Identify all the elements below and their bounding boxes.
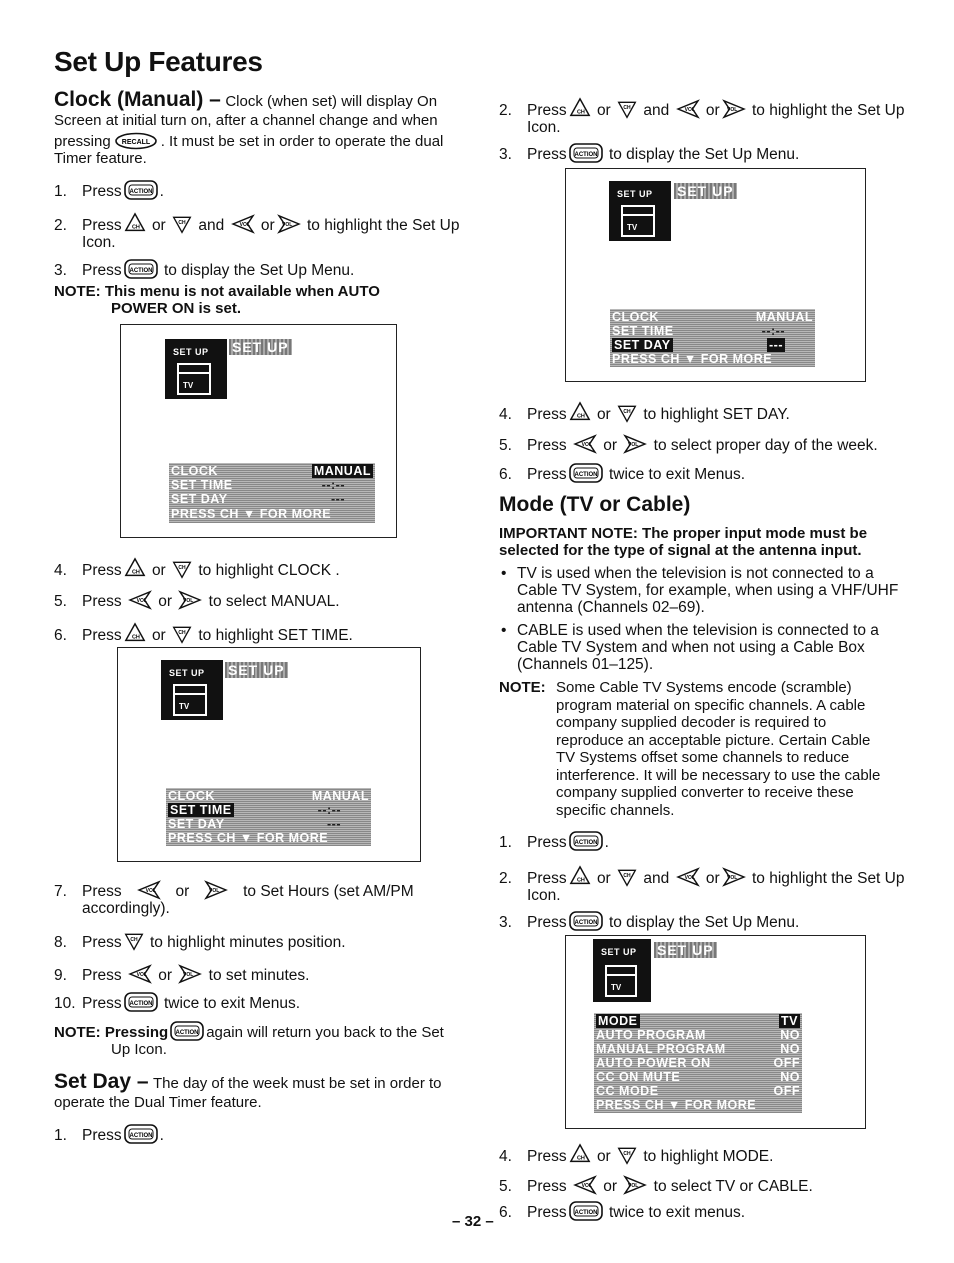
mode-step-5: 5. Press or to select TV or CABLE. (499, 1175, 813, 1195)
setup-icon-block: SET UP TV (593, 939, 651, 1002)
volume-left-icon (573, 1175, 597, 1195)
bullet-cable: • CABLE is used when the television is connected to a Cable TV System and when not using a Cable Box (Channels 01–125). (501, 622, 879, 673)
set-day-step-2: 2. Press or and or to highlight the Set Up Icon. (499, 97, 905, 136)
volume-right-icon (722, 99, 746, 119)
action-button-icon (124, 1124, 158, 1144)
setup-icon-block: SET UP TV (609, 181, 671, 241)
volume-right-icon (178, 590, 202, 610)
recall-button-icon (113, 132, 159, 150)
tv-screen-3 (565, 168, 866, 382)
mode-menu: MODE TV AUTO PROGRAM NO MANUAL PROGRAM NO AUTO POWER ON OFF CC ON MUTE NO CC MODE OFF PRESS CH ▼ FOR MORE (596, 1014, 800, 1112)
clock-section (54, 88, 464, 167)
channel-down-icon (617, 403, 637, 423)
volume-left-icon (128, 964, 152, 984)
clock-intro-3b: . It must be set in order to operate the dual (160, 133, 444, 150)
clock-menu: CLOCK MANUAL SET TIME --:-- SET DAY --- PRESS CH ▼ FOR MORE (168, 789, 369, 845)
action-button-icon (569, 831, 603, 851)
mode-step-3: 3. Press to display the Set Up Menu. (499, 911, 799, 931)
action-button-icon (124, 992, 158, 1012)
volume-left-icon (573, 434, 597, 454)
clock-intro-4: Timer feature. (54, 150, 147, 167)
channel-down-icon (124, 931, 144, 951)
note-auto-power: NOTE: This menu is not available when AUTO POWER ON is set. (54, 283, 380, 317)
setup-tag: SET UP (674, 183, 737, 199)
mode-step-4: 4. Press or to highlight MODE. (499, 1143, 773, 1165)
volume-left-icon (128, 590, 152, 610)
action-button-icon (569, 1201, 603, 1221)
bullet-tv: • TV is used when the television is not connected to a Cable TV System, for example, when using a VHF/UHF antenna (Channels 02–69). (501, 565, 899, 616)
channel-up-icon (569, 401, 591, 423)
tv-screen-4 (565, 935, 866, 1129)
channel-up-icon (124, 622, 146, 644)
setup-tag: SET UP (654, 942, 717, 958)
volume-right-icon (204, 880, 228, 900)
volume-left-icon (231, 214, 255, 234)
channel-down-icon (172, 624, 192, 644)
tv-screen-2 (117, 647, 421, 862)
volume-right-icon (178, 964, 202, 984)
mode-step-1: 1. Press . (499, 831, 609, 851)
clock-intro-3a: pressing (54, 133, 111, 150)
set-day-step-6: 6. Press twice to exit Menus. (499, 463, 745, 483)
cable-note: NOTE: Some Cable TV Systems encode (scramble) program material on specific channels. A cable company supplied decoder is required to reproduce an acceptable picture. Certain Cable TV Systems offset some channels to reduce interference. It will be necessary to use the cable company supplied converter to receive these specific channels. (499, 679, 881, 819)
clock-menu: CLOCK MANUAL SET TIME --:-- SET DAY --- PRESS CH ▼ FOR MORE (169, 463, 375, 523)
step-6: 6. Press or to highlight SET TIME. (54, 622, 353, 644)
volume-right-icon (277, 214, 301, 234)
volume-right-icon (623, 434, 647, 454)
clock-heading: Clock (Manual) – (54, 88, 221, 111)
step-4: 4. Press or to highlight CLOCK . (54, 557, 340, 579)
channel-up-icon (569, 97, 591, 119)
setup-icon-block: SET UP TV (161, 660, 223, 720)
set-day-section: Set Day – The day of the week must be set in order to operate the Dual Timer feature. (54, 1070, 442, 1111)
set-day-step-1: 1. Press . (54, 1124, 164, 1144)
channel-down-icon (617, 867, 637, 887)
step-1: 1. Press . (54, 180, 164, 200)
channel-down-icon (172, 559, 192, 579)
step-10: 10. Press twice to exit Menus. (54, 992, 300, 1012)
volume-left-icon (676, 867, 700, 887)
step-9: 9. Press or to set minutes. (54, 964, 309, 984)
important-note: IMPORTANT NOTE: The proper input mode must be selected for the type of signal at the antenna input. (499, 525, 868, 559)
tv-screen-1 (120, 324, 397, 538)
page-title: Set Up Features (54, 46, 263, 77)
channel-up-icon (124, 212, 146, 234)
channel-down-icon (617, 1145, 637, 1165)
step-5: 5. Press or to select MANUAL. (54, 590, 340, 610)
volume-right-icon (623, 1175, 647, 1195)
volume-left-icon (137, 880, 161, 900)
clock-intro-2: Screen at initial turn on, after a channel change and when (54, 112, 438, 129)
page-number: – 32 – (452, 1213, 494, 1230)
channel-up-icon (124, 557, 146, 579)
action-button-icon (569, 463, 603, 483)
step-2: 2. Press or and or to highlight the Set Up Icon. (54, 212, 460, 251)
action-button-icon (569, 911, 603, 931)
setup-tag: SET UP (229, 339, 292, 355)
action-button-icon (124, 180, 158, 200)
step-8: 8. Press to highlight minutes position. (54, 931, 346, 951)
channel-down-icon (617, 99, 637, 119)
set-day-step-5: 5. Press or to select proper day of the week. (499, 434, 878, 454)
step-7: 7. Press or to Set Hours (set AM/PM accordingly). (54, 880, 414, 917)
clock-menu: CLOCK MANUAL SET TIME --:-- SET DAY --- PRESS CH ▼ FOR MORE (612, 310, 813, 366)
volume-left-icon (676, 99, 700, 119)
mode-step-6: 6. Press twice to exit menus. (499, 1201, 745, 1221)
set-day-heading: Set Day – (54, 1070, 149, 1093)
setup-icon-block: SET UP TV (165, 339, 227, 399)
mode-heading: Mode (TV or Cable) (499, 493, 691, 516)
step-3: 3. Press to display the Set Up Menu. (54, 259, 354, 279)
set-day-step-3: 3. Press to display the Set Up Menu. (499, 143, 799, 163)
setup-tag: SET UP (225, 662, 288, 678)
channel-up-icon (569, 1143, 591, 1165)
channel-down-icon (172, 214, 192, 234)
clock-intro-1: Clock (when set) will display On (225, 93, 438, 110)
volume-right-icon (722, 867, 746, 887)
set-day-step-4: 4. Press or to highlight SET DAY. (499, 401, 790, 423)
note-pressing-action: NOTE: Pressing again will return you back to the Set Up Icon. (54, 1021, 464, 1058)
action-button-icon (124, 259, 158, 279)
action-button-icon (170, 1021, 204, 1041)
mode-step-2: 2. Press or and or to highlight the Set Up Icon. (499, 865, 905, 904)
action-button-icon (569, 143, 603, 163)
channel-up-icon (569, 865, 591, 887)
